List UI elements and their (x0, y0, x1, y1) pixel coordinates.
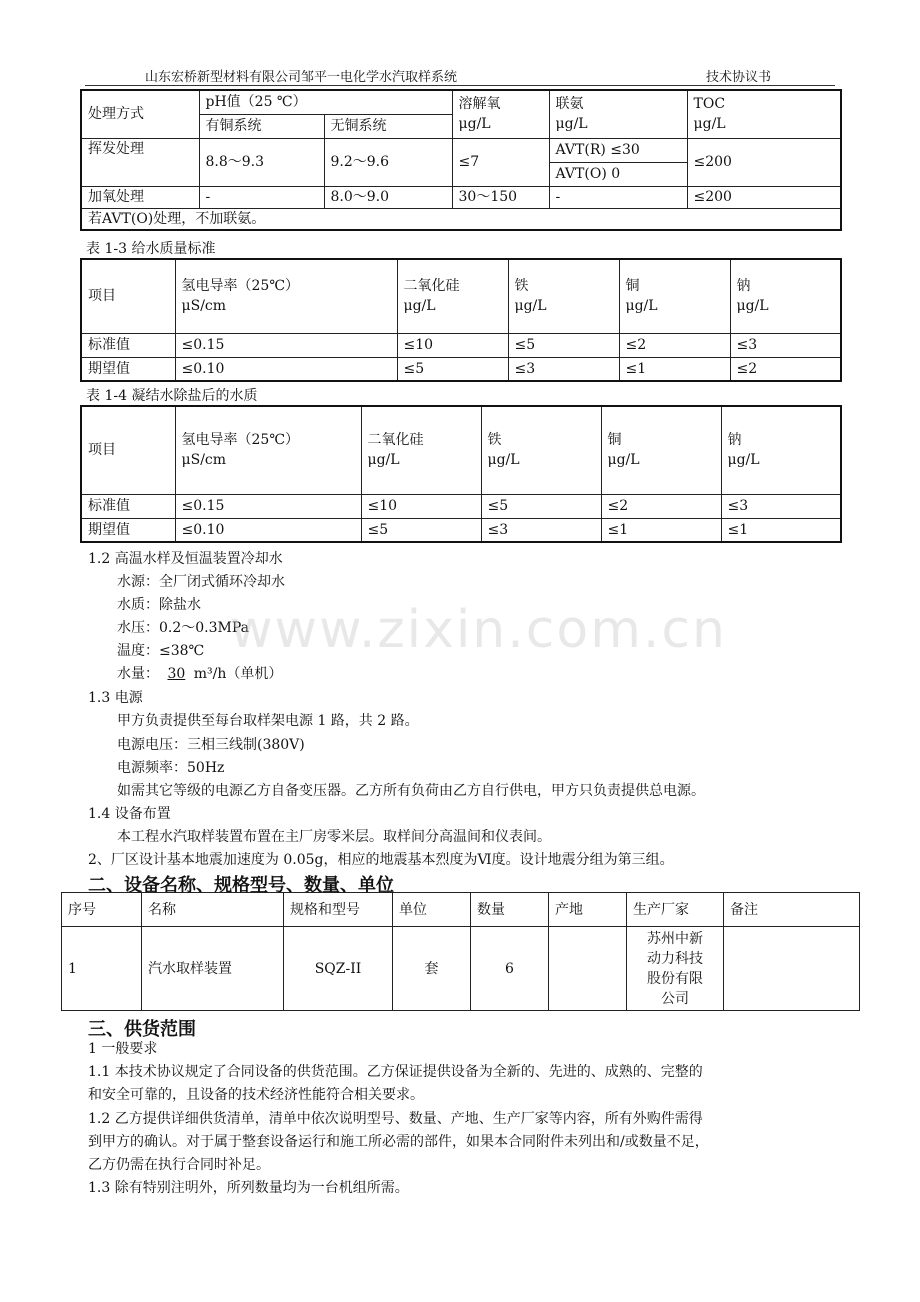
row-origin (549, 927, 627, 1011)
water-quality: 水质：除盐水 (117, 597, 201, 613)
table-1-4-caption: 表 1-4 凝结水除盐后的水质 (86, 388, 258, 404)
table-row (81, 518, 841, 542)
copper-value: ≤2 (601, 494, 721, 518)
table-header-row (62, 893, 860, 927)
equipment-table (61, 892, 860, 1011)
section-three-title: 三、供货范围 (88, 1019, 196, 1040)
flow-value: 30 (167, 666, 186, 682)
oxygenated-ph-nocopper: 8.0～9.0 (324, 186, 452, 208)
maker-line: 动力科技 (647, 950, 703, 967)
row-no: 1 (62, 927, 142, 1011)
copper-label: 铜 (607, 432, 622, 449)
site-watermark: www.zixin.com.cn (230, 600, 727, 660)
conductivity-label: 氢电导率（25℃） (181, 432, 299, 449)
sodium-unit: μg/L (736, 298, 769, 315)
section-1-2-title: 1.2 高温水样及恒温装置冷却水 (88, 551, 283, 567)
row-model: SQZ-II (284, 927, 393, 1011)
volatile-toc: ≤200 (687, 138, 841, 186)
hydrazine-header (549, 90, 687, 138)
silica-value: ≤10 (397, 333, 508, 357)
silica-label: 二氧化硅 (403, 278, 460, 295)
iron-header (481, 406, 601, 494)
conductivity-header (175, 406, 361, 494)
iron-label: 铁 (487, 432, 502, 449)
water-flow (117, 663, 282, 683)
table-1-3-caption: 表 1-3 给水质量标准 (86, 241, 216, 257)
conductivity-header (175, 259, 397, 333)
iron-value: ≤3 (481, 518, 601, 542)
item-header: 项目 (81, 259, 175, 333)
copper-value: ≤1 (601, 518, 721, 542)
copper-unit: μg/L (625, 298, 658, 315)
iron-unit: μg/L (487, 452, 520, 469)
maker-line: 股份有限 (647, 970, 703, 987)
water-temperature: 温度：≤38℃ (117, 643, 205, 659)
iron-label: 铁 (514, 278, 529, 295)
toc-label: TOC (693, 96, 726, 113)
power-note: 如需其它等级的电源乙方自备变压器。乙方所有负荷由乙方自行供电，甲方只负责提供总电源。 (117, 783, 705, 799)
row-name: 汽水取样装置 (142, 927, 284, 1011)
sodium-value: ≤3 (730, 333, 841, 357)
conductivity-label: 氢电导率（25℃） (181, 278, 299, 295)
iron-header (508, 259, 619, 333)
sodium-label: 钠 (727, 432, 742, 449)
iron-value: ≤5 (481, 494, 601, 518)
doc-header-type: 技术协议书 (706, 70, 772, 85)
row-name: 标准值 (81, 494, 175, 518)
power-frequency: 电源频率：50Hz (117, 760, 225, 776)
silica-value: ≤10 (361, 494, 481, 518)
copper-header (619, 259, 730, 333)
oxygenated-ph-copper: - (199, 186, 324, 208)
hydrazine-label: 联氨 (555, 96, 584, 113)
col-name: 名称 (142, 893, 284, 927)
col-qty: 数量 (471, 893, 549, 927)
layout-line: 本工程水汽取样装置布置在主厂房零米层。取样间分高温间和仪表间。 (117, 829, 551, 845)
volatile-hydrazine-o: AVT(O) 0 (549, 162, 687, 186)
ph-copper-header: 有铜系统 (199, 114, 324, 138)
silica-value: ≤5 (361, 518, 481, 542)
flow-unit: m³/h（单机） (193, 666, 283, 682)
item-header: 项目 (81, 406, 175, 494)
copper-unit: μg/L (607, 452, 640, 469)
hydrazine-unit: μg/L (555, 116, 588, 133)
copper-value: ≤1 (619, 357, 730, 381)
silica-header (397, 259, 508, 333)
copper-value: ≤2 (619, 333, 730, 357)
sodium-label: 钠 (736, 278, 751, 295)
section-1-4-title: 1.4 设备布置 (88, 806, 171, 822)
oxygenated-toc: ≤200 (687, 186, 841, 208)
para-1-1-a: 1.1 本技术协议规定了合同设备的供货范围。乙方保证提供设备为全新的、先进的、成熟的、完整的 (88, 1064, 703, 1080)
row-unit: 套 (393, 927, 471, 1011)
oxygenated-oxygen: 30～150 (452, 186, 549, 208)
row-name: 标准值 (81, 333, 175, 357)
silica-value: ≤5 (397, 357, 508, 381)
sodium-value: ≤3 (721, 494, 841, 518)
oxygen-header (452, 90, 549, 138)
col-origin: 产地 (549, 893, 627, 927)
para-1-1-b: 和安全可靠的，且设备的技术经济性能符合相关要求。 (88, 1087, 424, 1103)
ph-nocopper-header: 无铜系统 (324, 114, 452, 138)
section-1-3-title: 1.3 电源 (88, 690, 143, 706)
toc-header (687, 90, 841, 138)
seismic-line: 2、厂区设计基本地震加速度为 0.05g，相应的地震基本烈度为Ⅵ度。设计地震分组为第三组。 (88, 852, 674, 868)
doc-header-title: 山东宏桥新型材料有限公司邹平一电化学水汽取样系统 (145, 70, 458, 85)
power-voltage: 电源电压：三相三线制(380V) (117, 737, 305, 753)
para-1-2-b: 到甲方的确认。对于属于整套设备运行和施工所必需的部件，如果本合同附件未列出和/或数量不足， (88, 1134, 709, 1150)
volatile-hydrazine-r: AVT(R) ≤30 (549, 138, 687, 162)
conductivity-unit: μS/cm (181, 298, 227, 315)
general-req-title: 1 一般要求 (88, 1041, 158, 1057)
para-1-3: 1.3 除有特别注明外，所列数量均为一台机组所需。 (88, 1180, 409, 1196)
sodium-value: ≤2 (730, 357, 841, 381)
oxygenated-hydrazine: - (549, 186, 687, 208)
conductivity-value: ≤0.15 (175, 494, 361, 518)
sodium-value: ≤1 (721, 518, 841, 542)
para-1-2-a: 1.2 乙方提供详细供货清单，清单中依次说明型号、数量、产地、生产厂家等内容，所有外购件需得 (88, 1111, 703, 1127)
power-supply-line: 甲方负责提供至每台取样架电源 1 路，共 2 路。 (117, 713, 419, 729)
table-row (62, 927, 860, 1011)
volatile-method: 挥发处理 (81, 138, 199, 186)
flow-label: 水量： (117, 666, 159, 682)
treatment-table (80, 89, 842, 231)
silica-header (361, 406, 481, 494)
copper-header (601, 406, 721, 494)
sodium-unit: μg/L (727, 452, 760, 469)
method-header: 处理方式 (81, 90, 199, 138)
conductivity-unit: μS/cm (181, 452, 227, 469)
iron-unit: μg/L (514, 298, 547, 315)
volatile-ph-copper: 8.8～9.3 (199, 138, 324, 186)
col-model: 规格和型号 (284, 893, 393, 927)
row-note (724, 927, 860, 1011)
row-name: 期望值 (81, 357, 175, 381)
conductivity-value: ≤0.10 (175, 518, 361, 542)
row-qty: 6 (471, 927, 549, 1011)
iron-value: ≤3 (508, 357, 619, 381)
col-note: 备注 (724, 893, 860, 927)
col-no: 序号 (62, 893, 142, 927)
water-pressure: 水压：0.2～0.3MPa (117, 620, 250, 636)
feedwater-table (80, 258, 842, 382)
ph-header: pH值（25 ℃） (199, 90, 452, 114)
maker-line: 公司 (661, 990, 689, 1007)
para-1-2-c: 乙方仍需在执行合同时补足。 (88, 1157, 270, 1173)
oxygen-unit: μg/L (458, 116, 491, 133)
sodium-header (721, 406, 841, 494)
col-maker: 生产厂家 (627, 893, 724, 927)
silica-unit: μg/L (403, 298, 436, 315)
oxygenated-method: 加氧处理 (81, 186, 199, 208)
row-name: 期望值 (81, 518, 175, 542)
table-row (81, 333, 841, 357)
volatile-ph-nocopper: 9.2～9.6 (324, 138, 452, 186)
silica-label: 二氧化硅 (367, 432, 424, 449)
header-rule (85, 85, 835, 86)
toc-unit: μg/L (693, 116, 726, 133)
table-row (81, 494, 841, 518)
condensate-table (80, 405, 842, 543)
oxygen-label: 溶解氧 (458, 96, 501, 113)
table-row (81, 357, 841, 381)
col-unit: 单位 (393, 893, 471, 927)
conductivity-value: ≤0.15 (175, 333, 397, 357)
sodium-header (730, 259, 841, 333)
row-maker (627, 927, 724, 1011)
iron-value: ≤5 (508, 333, 619, 357)
maker-line: 苏州中新 (647, 930, 703, 947)
volatile-oxygen: ≤7 (452, 138, 549, 186)
copper-label: 铜 (625, 278, 640, 295)
section-two-title: 二、设备名称、规格型号、数量、单位 (88, 875, 394, 896)
treatment-note: 若AVT(O)处理，不加联氨。 (81, 208, 841, 230)
water-source: 水源：全厂闭式循环冷却水 (117, 574, 285, 590)
silica-unit: μg/L (367, 452, 400, 469)
conductivity-value: ≤0.10 (175, 357, 397, 381)
